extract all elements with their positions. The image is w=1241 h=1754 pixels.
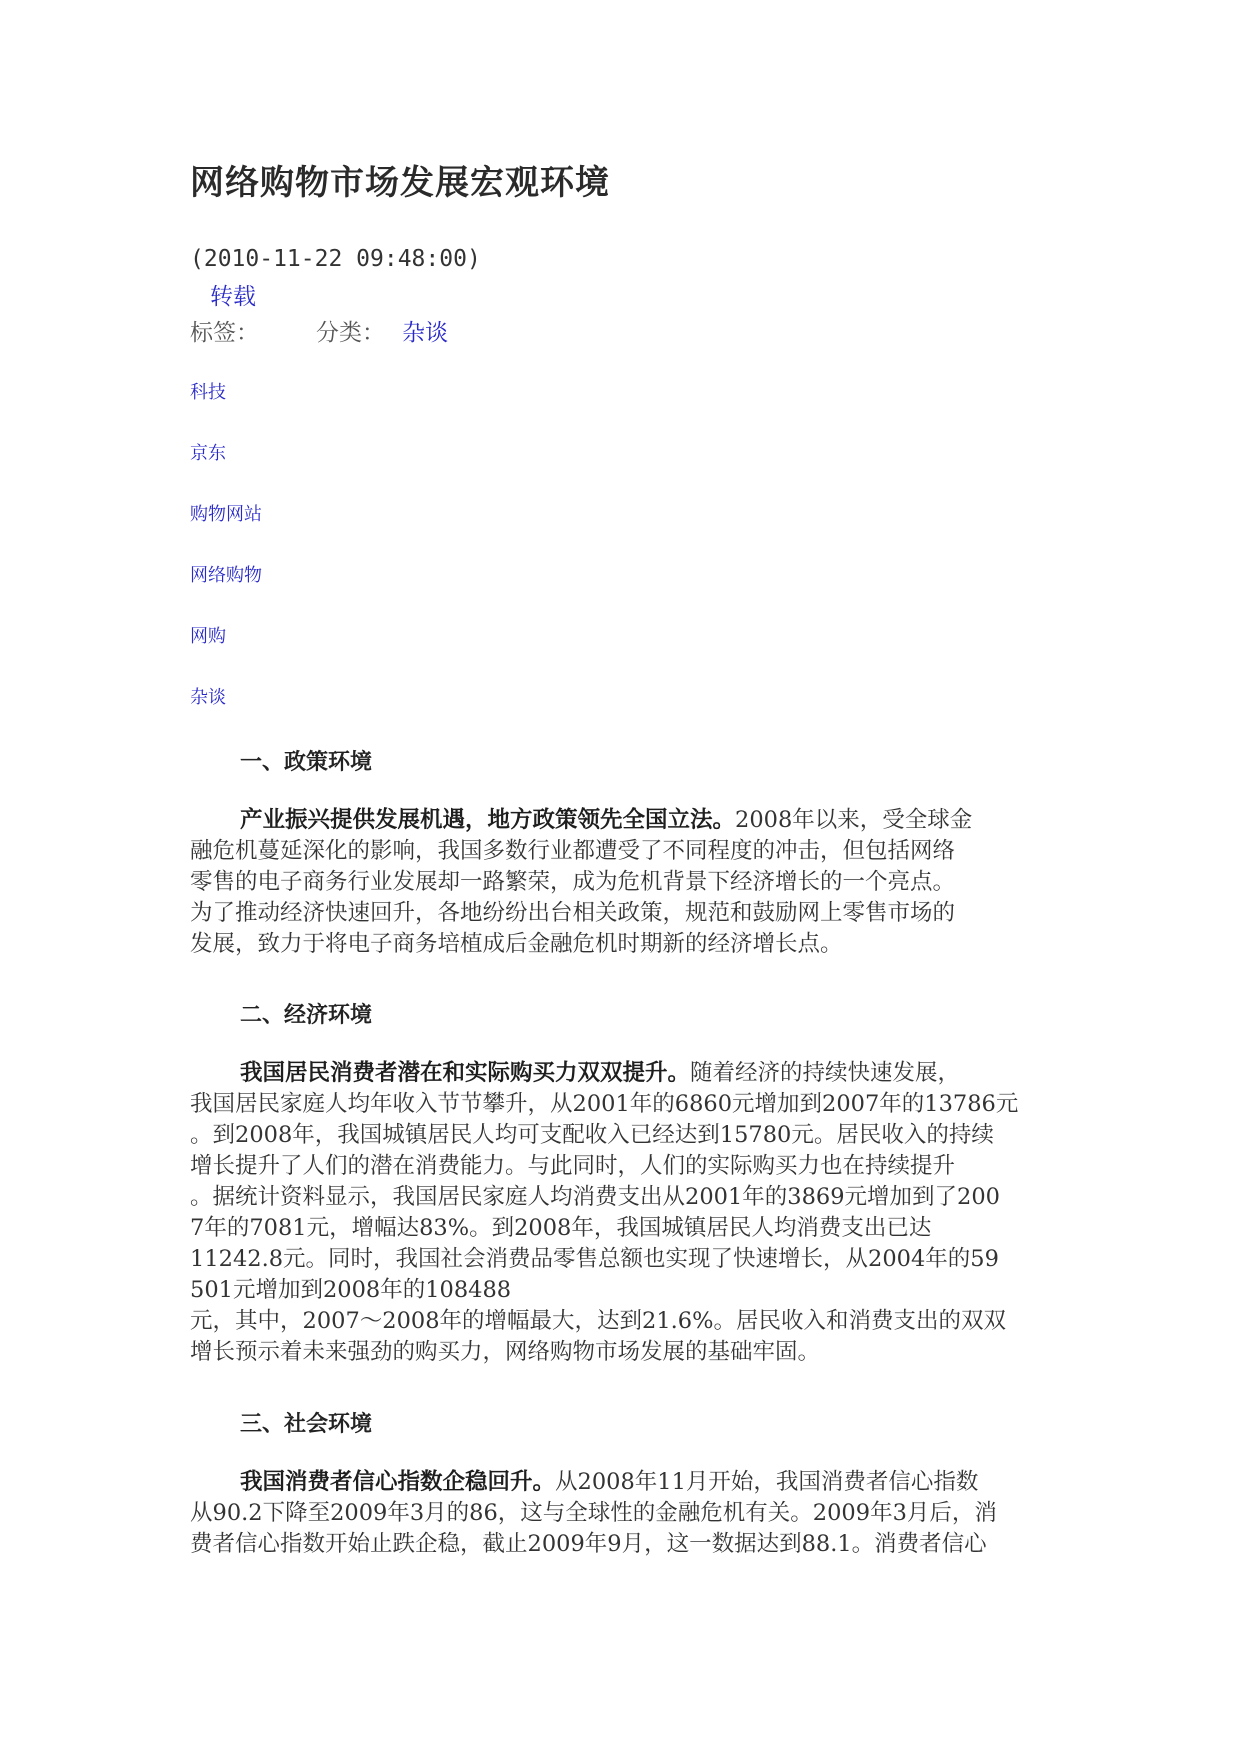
paragraph-line: 为了推动经济快速回升，各地纷纷出台相关政策，规范和鼓励网上零售市场的 xyxy=(190,900,956,926)
category-label: 分类： xyxy=(316,320,385,346)
section-heading: 一、政策环境 xyxy=(240,749,373,775)
meta-row xyxy=(190,314,448,347)
section-paragraph xyxy=(190,805,1060,960)
paragraph-line: 我国居民家庭人均年收入节节攀升，从2001年的6860元增加到2007年的13786元 xyxy=(190,1091,1019,1117)
paragraph-line: 增长预示着未来强劲的购买力，网络购物市场发展的基础牢固。 xyxy=(190,1339,821,1365)
paragraph-lead: 我国消费者信心指数企稳回升。 xyxy=(240,1469,556,1495)
paragraph-line: 。到2008年，我国城镇居民人均可支配收入已经达到15780元。居民收入的持续 xyxy=(190,1122,994,1148)
paragraph-line: 随着经济的持续快速发展， xyxy=(690,1060,961,1086)
tags-label: 标签： xyxy=(190,320,259,346)
paragraph-line: 从90.2下降至2009年3月的86，这与全球性的金融危机有关。2009年3月后，消 xyxy=(190,1500,997,1526)
tag-link[interactable]: 购物网站 xyxy=(190,504,262,525)
category-link[interactable]: 杂谈 xyxy=(402,320,448,346)
tag-link[interactable]: 科技 xyxy=(190,382,226,403)
paragraph-line: 2008年以来，受全球金 xyxy=(735,807,973,833)
paragraph-line: 发展，致力于将电子商务培植成后金融危机时期新的经济增长点。 xyxy=(190,931,843,957)
paragraph-line: 元，其中，2007～2008年的增幅最大，达到21.6%。居民收入和消费支出的双双 xyxy=(190,1308,1006,1334)
repost-link[interactable]: 转载 xyxy=(210,284,256,310)
section-paragraph xyxy=(190,1467,1060,1560)
paragraph-line: 零售的电子商务行业发展却一路繁荣，成为危机背景下经济增长的一个亮点。 xyxy=(190,869,956,895)
paragraph-lead: 我国居民消费者潜在和实际购买力双双提升。 xyxy=(240,1060,691,1086)
paragraph-line: 费者信心指数开始止跌企稳，截止2009年9月，这一数据达到88.1。消费者信心 xyxy=(190,1531,987,1557)
paragraph-line: 融危机蔓延深化的影响，我国多数行业都遭受了不同程度的冲击，但包括网络 xyxy=(190,838,956,864)
paragraph-line: 7年的7081元，增幅达83%。到2008年，我国城镇居民人均消费支出已达 xyxy=(190,1215,932,1241)
paragraph-line: 11242.8元。同时，我国社会消费品零售总额也实现了快速增长，从2004年的59 xyxy=(190,1246,999,1272)
page-title: 网络购物市场发展宏观环境 xyxy=(190,163,610,203)
tag-link[interactable]: 杂谈 xyxy=(190,687,226,708)
section-heading: 二、经济环境 xyxy=(240,1002,373,1028)
paragraph-line: 501元增加到2008年的108488 xyxy=(190,1277,512,1303)
tag-link[interactable]: 京东 xyxy=(190,443,226,464)
section-heading: 三、社会环境 xyxy=(240,1411,373,1437)
post-datetime: (2010-11-22 09:48:00) xyxy=(190,246,481,272)
section-paragraph xyxy=(190,1058,1060,1368)
paragraph-lead: 产业振兴提供发展机遇，地方政策领先全国立法。 xyxy=(240,807,736,833)
tag-link[interactable]: 网购 xyxy=(190,626,226,647)
tag-link[interactable]: 网络购物 xyxy=(190,565,262,586)
paragraph-line: 。据统计资料显示，我国居民家庭人均消费支出从2001年的3869元增加到了200 xyxy=(190,1184,1000,1210)
paragraph-line: 从2008年11月开始，我国消费者信心指数 xyxy=(555,1469,979,1495)
paragraph-line: 增长提升了人们的潜在消费能力。与此同时，人们的实际购买力也在持续提升 xyxy=(190,1153,956,1179)
